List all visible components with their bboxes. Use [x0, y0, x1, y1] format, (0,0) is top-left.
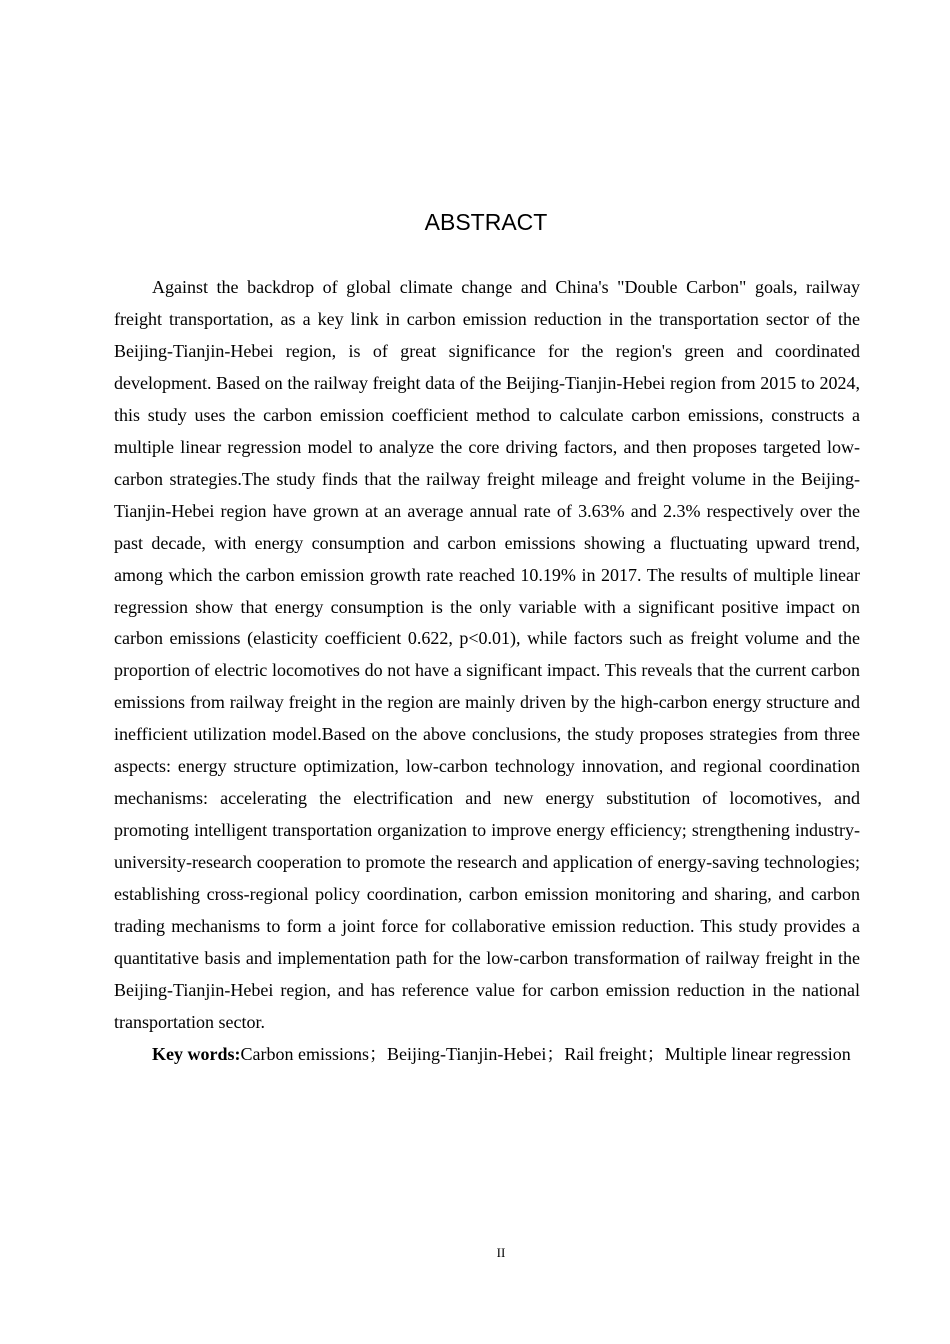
keywords-text: Carbon emissions；Beijing-Tianjin-Hebei；Rail freight；Multiple linear regression [240, 1043, 851, 1064]
keywords-line [114, 1039, 860, 1071]
page-number: II [496, 1245, 506, 1260]
abstract-paragraph: Against the backdrop of global climate change and China's "Double Carbon" goals, railway freight transportation, as a key link in carbon emission reduction in the transportation sector of the Beijing-Tianjin-Hebei region, is of great significance for the region's green and coordinated development. Based on the railway freight data of the Beijing-Tianjin-Hebei region from 2015 to 2024, this study uses the carbon emission coefficient method to calculate carbon emissions, constructs a multiple linear regression model to analyze the core driving factors, and then proposes targeted low-carbon strategies.The study finds that the railway freight mileage and freight volume in the Beijing-Tianjin-Hebei region have grown at an average annual rate of 3.63% and 2.3% respectively over the past decade, with energy consumption and carbon emissions showing a fluctuating upward trend, among which the carbon emission growth rate reached 10.19% in 2017. The results of multiple linear regression show that energy consumption is the only variable with a significant positive impact on carbon emissions (elasticity coefficient 0.622, p<0.01), while factors such as freight volume and the proportion of electric locomotives do not have a significant impact. This reveals that the current carbon emissions from railway freight in the region are mainly driven by the high-carbon energy structure and inefficient utilization model.Based on the above conclusions, the study proposes strategies from three aspects: energy structure optimization, low-carbon technology innovation, and regional coordination mechanisms: accelerating the electrification and new energy substitution of locomotives, and promoting intelligent transportation organization to improve energy efficiency; strengthening industry-university-research cooperation to promote the research and application of energy-saving technologies; establishing cross-regional policy coordination, carbon emission monitoring and sharing, and carbon trading mechanisms to form a joint force for collaborative emission reduction. This study provides a quantitative basis and implementation path for the low-carbon transformation of railway freight in the Beijing-Tianjin-Hebei region, and has reference value for carbon emission reduction in the national transportation sector. [114, 277, 860, 1032]
keywords-label: Key words: [152, 1043, 241, 1064]
abstract-body [114, 272, 860, 1071]
abstract-title: ABSTRACT [424, 209, 548, 235]
